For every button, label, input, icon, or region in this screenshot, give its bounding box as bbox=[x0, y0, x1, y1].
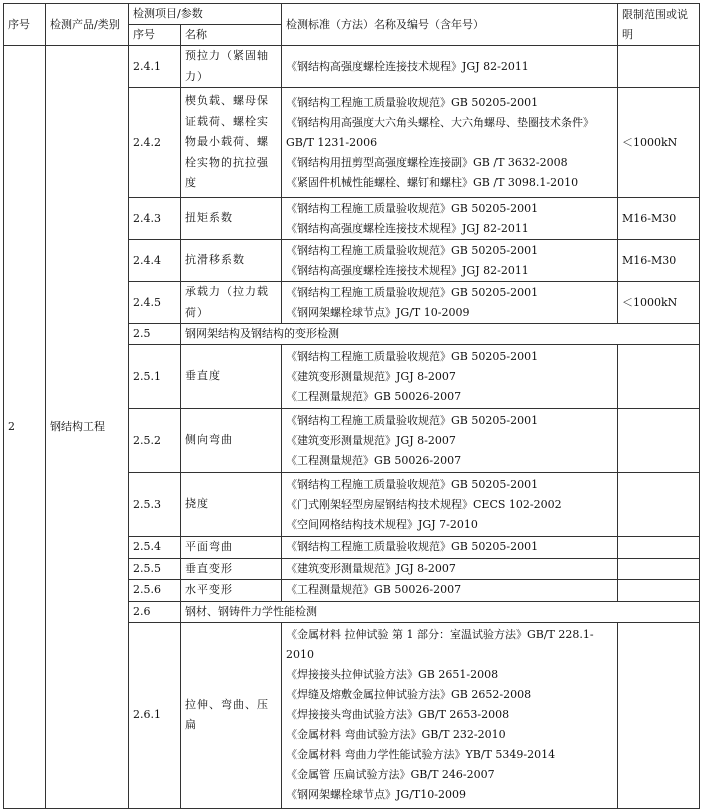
standard-line: 《金属管 压扁试验方法》GB/T 246-2007 bbox=[286, 768, 495, 781]
row-standards bbox=[282, 46, 618, 88]
row-standards bbox=[282, 198, 618, 240]
standard-line: 《焊接接头弯曲试验方法》GB/T 2653-2008 bbox=[286, 708, 510, 721]
row-name: 平面弯曲 bbox=[181, 537, 282, 559]
row-code: 2.5.2 bbox=[129, 409, 181, 473]
row-name: 垂直度 bbox=[181, 345, 282, 409]
row-code: 2.5.5 bbox=[129, 558, 181, 580]
row-limit bbox=[618, 409, 700, 473]
row-standards bbox=[282, 409, 618, 473]
section-title: 钢网架结构及钢结构的变形检测 bbox=[181, 324, 700, 345]
standard-line: 《钢结构高强度螺栓连接技术规程》JGJ 82-2011 bbox=[286, 221, 529, 235]
standard-line: 《焊接接头拉伸试验方法》GB 2651-2008 bbox=[286, 668, 499, 681]
standard-line: 《钢网架螺栓球节点》JG/T 10-2009 bbox=[286, 305, 470, 319]
row-standards bbox=[282, 282, 618, 324]
row-code: 2.5.4 bbox=[129, 537, 181, 559]
row-limit: M16-M30 bbox=[618, 198, 700, 240]
row-code: 2.4.3 bbox=[129, 198, 181, 240]
row-code: 2.5.1 bbox=[129, 345, 181, 409]
standard-line: 《钢结构用高强度大六角头螺栓、大六角螺母、垫圈技术条件》GB/T 1231-2006 bbox=[286, 115, 594, 149]
row-limit bbox=[618, 622, 700, 808]
row-limit bbox=[618, 345, 700, 409]
standard-line: 《金属材料 弯曲力学性能试验方法》YB/T 5349-2014 bbox=[286, 748, 556, 761]
row-standards bbox=[282, 345, 618, 409]
header-sub-seq: 序号 bbox=[129, 25, 181, 46]
standard-line: 《紧固件机械性能螺栓、螺钉和螺柱》GB /T 3098.1-2010 bbox=[286, 175, 579, 189]
standard-line: 《钢结构工程施工质量验收规范》GB 50205-2001 bbox=[286, 349, 539, 363]
standard-line: 《钢结构工程施工质量验收规范》GB 50205-2001 bbox=[286, 413, 539, 427]
row-name: 楔负载、螺母保证载荷、螺栓实物最小载荷、螺栓实物的抗拉强度 bbox=[181, 88, 282, 198]
standard-line: 《钢结构工程施工质量验收规范》GB 50205-2001 bbox=[286, 285, 539, 299]
row-name: 抗滑移系数 bbox=[181, 240, 282, 282]
section-title: 钢材、钢铸件力学性能检测 bbox=[181, 601, 700, 622]
header-product: 检测产品/类别 bbox=[46, 4, 129, 46]
row-limit bbox=[618, 46, 700, 88]
standard-line: 《钢结构工程施工质量验收规范》GB 50205-2001 bbox=[286, 243, 539, 257]
standard-line: 《建筑变形测量规范》JGJ 8-2007 bbox=[282, 558, 618, 580]
section-code: 2.6 bbox=[129, 601, 181, 622]
standard-line: 《钢结构工程施工质量验收规范》GB 50205-2001 bbox=[282, 537, 618, 559]
standard-line: 《钢网架螺栓球节点》JG/T10-2009 bbox=[286, 788, 466, 801]
standards-table bbox=[3, 3, 700, 809]
row-limit bbox=[618, 537, 700, 559]
group-product: 钢结构工程 bbox=[46, 46, 129, 809]
row-name: 挠度 bbox=[181, 473, 282, 537]
standard-line: 《焊缝及熔敷金属拉伸试验方法》GB 2652-2008 bbox=[286, 688, 532, 701]
row-code: 2.4.5 bbox=[129, 282, 181, 324]
row-name: 垂直变形 bbox=[181, 558, 282, 580]
row-standards bbox=[282, 622, 618, 808]
row-name: 侧向弯曲 bbox=[181, 409, 282, 473]
standard-line: 《钢结构用扭剪型高强度螺栓连接副》GB /T 3632-2008 bbox=[286, 155, 568, 169]
header-limit: 限制范围或说明 bbox=[618, 4, 700, 46]
row-standards bbox=[282, 88, 618, 198]
row-limit: M16-M30 bbox=[618, 240, 700, 282]
row-standards bbox=[282, 473, 618, 537]
standard-line: 《金属材料 拉伸试验 第 1 部分：室温试验方法》GB/T 228.1-2010 bbox=[286, 628, 594, 661]
header-standard: 检测标准（方法）名称及编号（含年号） bbox=[282, 4, 618, 46]
row-name: 预拉力（紧固轴力） bbox=[181, 46, 282, 88]
row-limit bbox=[618, 558, 700, 580]
standard-line: 《工程测量规范》GB 50026-2007 bbox=[286, 453, 462, 467]
row-limit: ＜1000kN bbox=[618, 282, 700, 324]
row-code: 2.4.4 bbox=[129, 240, 181, 282]
row-code: 2.5.3 bbox=[129, 473, 181, 537]
row-code: 2.4.2 bbox=[129, 88, 181, 198]
row-limit: ＜1000kN bbox=[618, 88, 700, 198]
header-seq: 序号 bbox=[4, 4, 46, 46]
row-limit bbox=[618, 580, 700, 602]
standard-line: 《工程测量规范》GB 50026-2007 bbox=[286, 389, 462, 403]
row-standards bbox=[282, 240, 618, 282]
row-name: 扭矩系数 bbox=[181, 198, 282, 240]
header-item-params: 检测项目/参数 bbox=[129, 4, 282, 25]
standard-line: 《门式刚架轻型房屋钢结构技术规程》CECS 102-2002 bbox=[286, 497, 562, 511]
row-code: 2.6.1 bbox=[129, 622, 181, 808]
row-name: 拉伸、弯曲、压扁 bbox=[181, 622, 282, 808]
standard-line: 《钢结构高强度螺栓连接技术规程》JGJ 82-2011 bbox=[286, 263, 529, 277]
row-name: 承载力（拉力载荷） bbox=[181, 282, 282, 324]
section-code: 2.5 bbox=[129, 324, 181, 345]
group-seq: 2 bbox=[4, 46, 46, 809]
row-limit bbox=[618, 473, 700, 537]
row-name: 水平变形 bbox=[181, 580, 282, 602]
standard-line: 《钢结构工程施工质量验收规范》GB 50205-2001 bbox=[286, 201, 539, 215]
standard-line: 《建筑变形测量规范》JGJ 8-2007 bbox=[286, 433, 456, 447]
standard-line: 《钢结构工程施工质量验收规范》GB 50205-2001 bbox=[286, 477, 539, 491]
standard-line: 《工程测量规范》GB 50026-2007 bbox=[282, 580, 618, 602]
row-code: 2.5.6 bbox=[129, 580, 181, 602]
standard-line: 《空间网格结构技术规程》JGJ 7-2010 bbox=[286, 517, 478, 531]
standard-line: 《建筑变形测量规范》JGJ 8-2007 bbox=[286, 369, 456, 383]
standard-line: 《钢结构工程施工质量验收规范》GB 50205-2001 bbox=[286, 95, 539, 109]
row-code: 2.4.1 bbox=[129, 46, 181, 88]
standard-line: 《金属材料 弯曲试验方法》GB/T 232-2010 bbox=[286, 728, 506, 741]
header-sub-name: 名称 bbox=[181, 25, 282, 46]
standard-line: 《钢结构高强度螺栓连接技术规程》JGJ 82-2011 bbox=[286, 59, 529, 73]
